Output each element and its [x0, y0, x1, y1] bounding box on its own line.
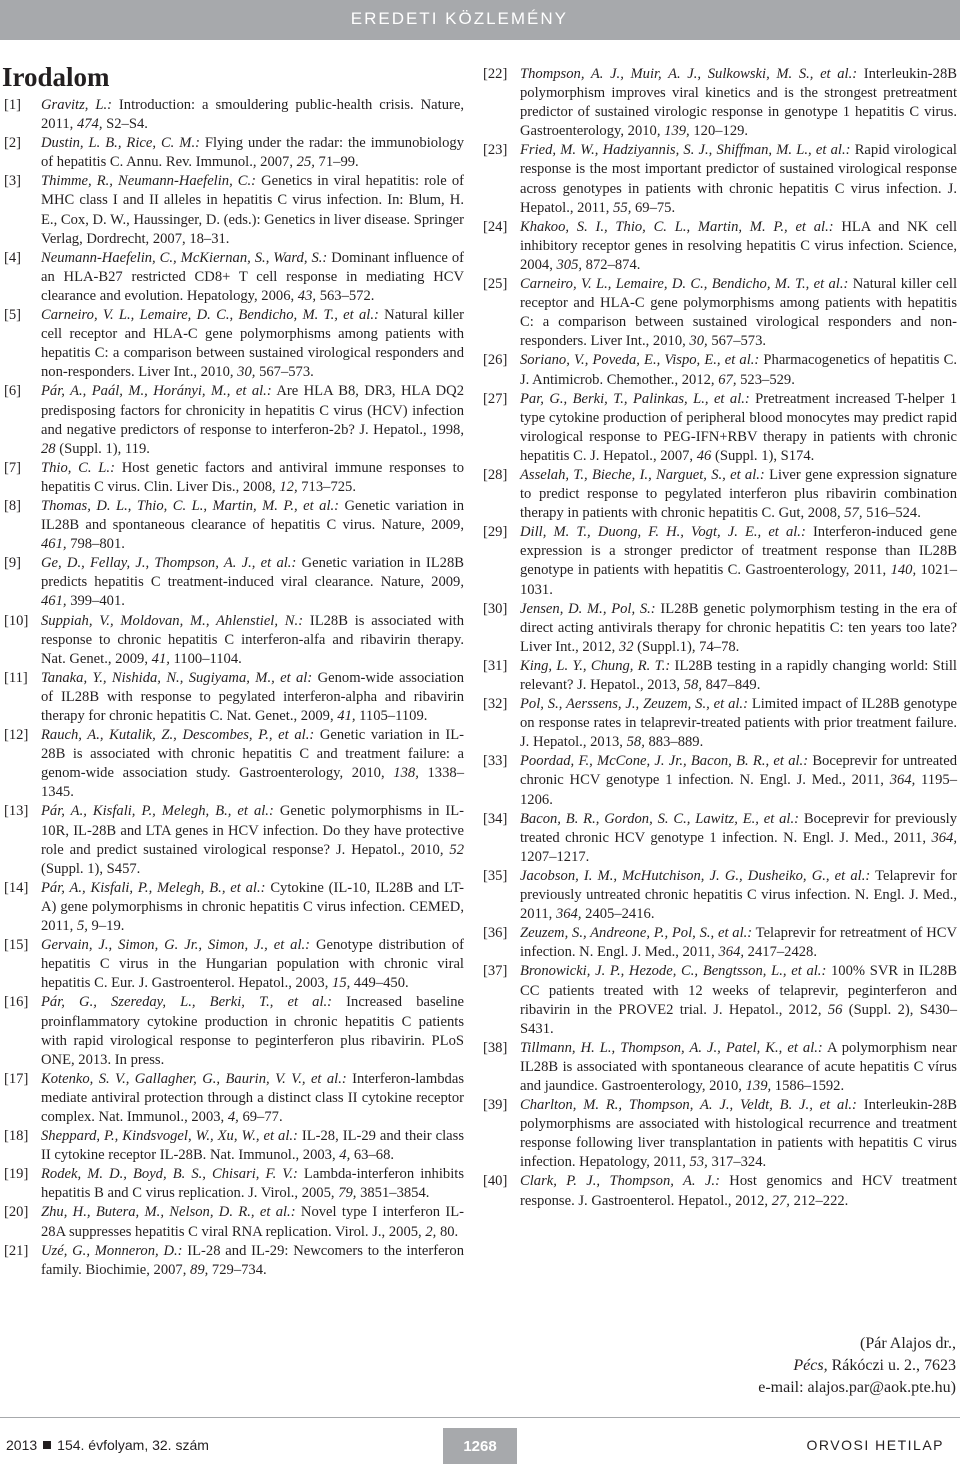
- references-right-column: [483, 65, 957, 1211]
- reference-number: [6]: [4, 383, 22, 400]
- reference-authors: Kotenko, S. V., Gallagher, G., Baurin, V. V., et al.:: [41, 1070, 347, 1087]
- reference-authors: Tanaka, Y., Nishida, N., Sugiyama, M., et al:: [41, 669, 313, 686]
- footer-volume: 154. évfolyam, 32. szám: [57, 1437, 209, 1453]
- reference-entry: [4, 669, 464, 726]
- reference-text: Limited impact of IL28B genotype on response rates in telaprevir-treated patients with prior treatment failure. J. Hepatol., 2013,: [520, 696, 958, 751]
- reference-entry: [483, 1172, 957, 1210]
- reference-authors: Sheppard, P., Kindsvogel, W., Xu, W., et al.:: [41, 1128, 298, 1145]
- reference-pages: 729–734.: [208, 1261, 267, 1278]
- reference-number: [33]: [483, 753, 508, 770]
- reference-number: [23]: [483, 142, 508, 159]
- reference-pages: 563–572.: [316, 287, 375, 304]
- reference-entry: [4, 1165, 464, 1203]
- reference-authors: Dustin, L. B., Rice, C. M.:: [41, 135, 200, 152]
- reference-number: [15]: [4, 937, 29, 954]
- reference-pages: 2405–2416.: [581, 906, 655, 923]
- reference-number: [26]: [483, 352, 508, 369]
- reference-authors: Suppiah, V., Moldovan, M., Ahlenstiel, N.:: [41, 612, 304, 629]
- reference-volume: 139,: [745, 1077, 772, 1094]
- reference-number: [12]: [4, 727, 29, 744]
- reference-volume: 46: [696, 447, 712, 464]
- reference-pages: (Suppl.1), 74–78.: [633, 638, 740, 655]
- reference-volume: 30,: [689, 333, 708, 350]
- reference-volume: 67,: [718, 371, 737, 388]
- reference-entry: [4, 382, 464, 458]
- reference-pages: 3851–3854.: [356, 1185, 430, 1202]
- reference-authors: Bronowicki, J. P., Hezode, C., Bengtsson, L., et al.:: [520, 963, 827, 980]
- reference-entry: [483, 752, 957, 809]
- reference-text: Boceprevir for previously treated chronic HCV genotype 1 infection. N. Engl. J. Med., 2011,: [520, 810, 957, 846]
- reference-volume: 15,: [332, 975, 351, 992]
- footer-year: 2013: [6, 1437, 38, 1453]
- reference-pages: 69–77.: [238, 1108, 283, 1125]
- reference-number: [19]: [4, 1166, 29, 1183]
- reference-number: [39]: [483, 1097, 508, 1114]
- reference-text: Boceprevir for untreated chronic HCV genotype 1 infection. N. Engl. J. Med., 2011,: [520, 753, 957, 789]
- journal-name: ORVOSI HETILAP: [806, 1437, 944, 1453]
- reference-number: [35]: [483, 867, 508, 884]
- reference-authors: Uzé, G., Monneron, D.:: [41, 1242, 183, 1259]
- reference-number: [27]: [483, 390, 508, 407]
- reference-number: [9]: [4, 555, 22, 572]
- reference-entry: [4, 554, 464, 611]
- reference-number: [34]: [483, 810, 508, 827]
- reference-pages: (Suppl. 1), S457.: [41, 860, 141, 877]
- reference-entry: [483, 523, 957, 599]
- section-label: EREDETI KÖZLEMÉNY: [350, 9, 568, 28]
- reference-volume: 138,: [393, 765, 419, 782]
- reference-number: [14]: [4, 879, 29, 896]
- reference-entry: [4, 1242, 464, 1280]
- reference-authors: Charlton, M. R., Thompson, A. J., Veldt, B. J., et al.:: [520, 1097, 857, 1114]
- reference-text: Interferon-induced gene expression is a stronger predictor of treatment response than IL28B genotype in patients with hepatitis C. Gastroenterology, 2011,: [520, 524, 957, 579]
- reference-authors: Gravitz, L.:: [41, 97, 112, 113]
- reference-number: [32]: [483, 696, 508, 713]
- reference-pages: 523–529.: [736, 371, 795, 388]
- reference-authors: Thompson, A. J., Muir, A. J., Sulkowski, M. S., et al.:: [520, 66, 858, 82]
- reference-number: [13]: [4, 803, 29, 820]
- reference-authors: Khakoo, S. I., Thio, C. L., Martin, M. P., et al.:: [520, 218, 834, 235]
- reference-authors: Pár, A., Kisfali, P., Melegh, B., et al.:: [41, 803, 274, 820]
- reference-entry: [483, 924, 957, 962]
- reference-authors: Carneiro, V. L., Lemaire, D. C., Bendicho, M. T., et al.:: [41, 307, 379, 324]
- address-name: (Pár Alajos dr.,: [860, 1335, 956, 1352]
- reference-entry: [483, 695, 957, 752]
- reference-text: IL28B testing in a rapidly changing world: Still relevant? J. Hepatol., 2013,: [520, 657, 957, 693]
- reference-entry: [483, 600, 957, 657]
- reference-text: Genetic polymorphisms in IL-10R, IL-28B and LTA genes in HCV infection. Do they have protective role and predict sustained virological response? J. Hepatol., 2010,: [41, 803, 464, 858]
- reference-text: IL-28, IL-29 and their class II cytokine receptor IL-28B. Nat. Immunol., 2003,: [41, 1128, 464, 1164]
- reference-entry: [4, 306, 464, 382]
- reference-volume: 364,: [931, 829, 957, 846]
- reference-volume: 4,: [339, 1147, 351, 1164]
- reference-text: Liver gene expression signature to predict response to pegylated interferon plus ribavirin combination therapy in patients with chronic hepatitis C. Gut, 2008,: [520, 466, 957, 522]
- reference-entry: [483, 657, 957, 695]
- reference-pages: 713–725.: [297, 478, 356, 495]
- reference-authors: Thimme, R., Neumann-Haefelin, C.:: [41, 173, 257, 190]
- reference-pages: 317–324.: [707, 1154, 767, 1171]
- reference-text: Genetic variation in IL-28B is associated with chronic hepatitis C and treatment failure: a genom-wide association study. Gastroenterology, 2010,: [41, 727, 465, 782]
- address-street: Rákóczi u. 2., 7623: [827, 1357, 956, 1374]
- reference-text: Pharmacogenetics of hepatitis C. J. Antimicrob. Chemother., 2012,: [520, 352, 958, 388]
- reference-text: Genetics in viral hepatitis: role of MHC class I and II alleles in hepatitis C virus infection. In: Blum, H. E., Cox, D. W., Haussinger, D. (eds.): Genetics in liver disease. Springer Verlag, Dordrecht, 2007, 18–31.: [41, 173, 464, 247]
- reference-volume: 461,: [41, 536, 67, 553]
- reference-number: [21]: [4, 1242, 29, 1259]
- reference-pages: 1105–1109.: [355, 708, 428, 724]
- reference-pages: 212–222.: [789, 1192, 849, 1209]
- reference-text: IL28B is associated with response to chronic hepatitis C interferon-alfa and ribavirin therapy. Nat. Genet., 2009,: [41, 612, 464, 667]
- reference-volume: 58,: [683, 677, 702, 693]
- reference-number: [30]: [483, 600, 508, 617]
- reference-volume: 43,: [297, 287, 317, 304]
- reference-text: Novel type I interferon IL-28A suppresses hepatitis C viral RNA replication. Virol. J., 2005,: [41, 1204, 465, 1240]
- reference-text: 100% SVR in IL28B CC patients treated with 12 weeks of telaprevir, peginterferon and ribavirin in the PROVE2 trial. J. Hepatol., 2012,: [520, 963, 957, 1018]
- reference-entry: [4, 936, 464, 993]
- reference-volume: 28: [41, 440, 56, 457]
- reference-text: Pretreatment increased T-helper 1 type cytokine production of peripheral blood monocytes may predict rapid virological response to PEG-IFN+RBV therapy in patients with chronic hepatitis C. J. Hepatol., 2007,: [520, 390, 958, 464]
- reference-text: IL-28 and IL-29: Newcomers to the interferon family. Biochimie, 2007,: [41, 1242, 464, 1278]
- reference-text: Interferon-lambdas mediate antiviral protection through a distinct class II cytokine receptor complex. Nat. Immunol., 2003,: [41, 1070, 464, 1125]
- reference-entry: [4, 612, 464, 669]
- reference-pages: 63–68.: [350, 1147, 395, 1164]
- reference-authors: Fried, M. W., Hadziyannis, S. J., Shiffman, M. L., et al.:: [520, 142, 851, 159]
- square-separator-icon: [43, 1441, 51, 1449]
- reference-entry: [483, 275, 957, 351]
- reference-volume: 32: [618, 638, 634, 655]
- reference-text: Are HLA B8, DR3, HLA DQ2 predisposing factors for chronicity in hepatitis C virus (HCV) infection and negative predictors of response to interferon-2b? J. Hepatol., 1998,: [41, 383, 464, 438]
- reference-text: Interleukin-28B polymorphism improves viral kinetics and is the strongest pretreatment predictor of sustained virologic response in genotype 1 hepatitis C virus. Gastroenterology, 2010,: [520, 66, 957, 140]
- reference-authors: Rodek, M. D., Boyd, B. S., Chisari, F. V.:: [41, 1166, 298, 1183]
- reference-authors: Jensen, D. M., Pol, S.:: [520, 600, 656, 617]
- reference-authors: King, L. Y., Chung, R. T.:: [520, 657, 671, 674]
- reference-authors: Clark, P. J., Thompson, A. J.:: [520, 1173, 720, 1190]
- reference-pages: (Suppl. 1), 119.: [55, 440, 150, 457]
- reference-authors: Zeuzem, S., Andreone, P., Pol, S., et al.:: [520, 925, 753, 942]
- reference-volume: 12,: [279, 478, 298, 495]
- reference-text: Genetic variation in IL28B predicts hepatitis C treatment-induced viral clearance. Nature, 2009,: [41, 555, 465, 591]
- reference-text: HLA and NK cell inhibitory receptor genes in resolving hepatitis C virus infection. Science, 2004,: [520, 218, 957, 273]
- reference-authors: Pár, G., Szereday, L., Berki, T., et al.:: [41, 994, 333, 1011]
- reference-text: Genetic variation in IL28B and spontaneous clearance of hepatitis C virus. Nature, 2009,: [41, 497, 464, 534]
- reference-volume: 58,: [626, 734, 645, 751]
- reference-pages: 71–99.: [314, 154, 359, 171]
- reference-number: [7]: [4, 459, 22, 476]
- reference-pages: 872–874.: [582, 256, 641, 273]
- reference-number: [3]: [4, 173, 22, 190]
- reference-authors: Pár, A., Paál, M., Horányi, M., et al.:: [41, 383, 272, 400]
- reference-pages: 120–129.: [689, 123, 749, 140]
- reference-volume: 27,: [771, 1192, 790, 1209]
- reference-text: Increased baseline proinflammatory cytokine production in chronic hepatitis C patients with rapid virological response to peginterferon plus ribavirin. PLoS ONE, 2013. In press.: [41, 994, 465, 1068]
- reference-number: [20]: [4, 1204, 29, 1221]
- reference-text: Host genetic factors and antiviral immune responses to hepatitis C virus. Clin. Liver Dis., 2008,: [41, 459, 464, 495]
- reference-volume: 2,: [425, 1223, 437, 1240]
- reference-pages: (Suppl. 1), S174.: [711, 447, 815, 464]
- reference-pages: 798–801.: [66, 536, 125, 553]
- reference-number: [10]: [4, 612, 29, 629]
- reference-volume: 53,: [689, 1154, 708, 1171]
- reference-entry: [4, 459, 464, 497]
- reference-authors: Dill, M. T., Duong, F. H., Vogt, J. E., et al.:: [520, 524, 806, 541]
- reference-text: IL28B genetic polymorphism testing in the era of direct acting antivirals therapy for chronic hepatitis C: ten years too late? Liver Int., 2012,: [520, 600, 958, 655]
- reference-entry: [483, 962, 957, 1038]
- reference-text: Natural killer cell receptor and HLA-C gene polymorphisms among patients with hepatitis C: a comparison between sustained virological responders and non-responders. Liver Int., 2010,: [41, 307, 464, 381]
- reference-number: [25]: [483, 276, 508, 293]
- reference-entry: [4, 497, 464, 554]
- reference-text: Genom-wide association of IL28B with response to pegylated interferon-alpha and ribavirin therapy for chronic hepatitis C. Nat. Genet., 2009,: [41, 669, 464, 724]
- reference-authors: Carneiro, V. L., Lemaire, D. C., Bendicho, M. T., et al.:: [520, 276, 849, 293]
- reference-volume: 57,: [844, 505, 863, 522]
- reference-text: Telaprevir for retreatment of HCV infection. N. Engl. J. Med., 2011,: [520, 925, 958, 961]
- reference-pages: 883–889.: [644, 734, 704, 751]
- reference-volume: 364,: [889, 772, 916, 789]
- reference-volume: 5,: [76, 918, 88, 935]
- reference-text: Introduction: a smouldering public-health crisis. Nature, 2011,: [41, 97, 464, 133]
- reference-volume: 305,: [556, 256, 583, 273]
- reference-volume: 55,: [613, 199, 632, 216]
- reference-pages: 1021–1031.: [520, 562, 957, 598]
- reference-entry: [4, 1127, 464, 1165]
- reference-number: [2]: [4, 135, 22, 152]
- reference-volume: 474,: [76, 116, 103, 133]
- reference-authors: Par, G., Berki, T., Palinkas, L., et al.:: [520, 390, 750, 407]
- reference-volume: 4,: [227, 1108, 239, 1125]
- reference-authors: Pol, S., Aerssens, J., Zeuzem, S., et al.:: [520, 696, 748, 713]
- reference-entry: [483, 218, 957, 275]
- reference-entry: [4, 726, 464, 802]
- reference-number: [16]: [4, 994, 29, 1011]
- reference-number: [31]: [483, 657, 508, 674]
- correspondence-address: [758, 1333, 956, 1399]
- reference-authors: Tillmann, H. L., Thompson, A. J., Patel, K., et al.:: [520, 1039, 823, 1056]
- reference-authors: Thomas, D. L., Thio, C. L., Martin, M. P., et al.:: [41, 497, 340, 514]
- footer-issue: [6, 1437, 209, 1453]
- reference-pages: S2–S4.: [102, 116, 148, 133]
- reference-text: Telaprevir for previously untreated chronic hepatitis C virus infection. N. Engl. J. Med., 2011,: [520, 867, 957, 923]
- reference-number: [38]: [483, 1039, 508, 1056]
- reference-number: [1]: [4, 97, 22, 113]
- reference-number: [5]: [4, 307, 22, 324]
- reference-number: [40]: [483, 1173, 508, 1190]
- reference-number: [29]: [483, 524, 508, 541]
- page-number: 1268: [443, 1428, 517, 1464]
- reference-volume: 41,: [151, 650, 170, 667]
- reference-text: A polymorphism near IL28B is associated with spontaneous clearance of acute hepatitis C vírus and jaundice. Gastroenterology, 2010,: [520, 1039, 958, 1094]
- reference-authors: Thio, C. L.:: [41, 459, 115, 476]
- reference-pages: 399–401.: [66, 593, 125, 610]
- reference-text: Flying under the radar: the immunobiology of hepatitis C. Annu. Rev. Immunol., 2007,: [41, 135, 464, 171]
- reference-text: Host genomics and HCV treatment response. J. Gastroenterol. Hepatol., 2012,: [520, 1173, 957, 1209]
- reference-volume: 364,: [718, 944, 745, 961]
- reference-pages: 1195–1206.: [520, 772, 957, 808]
- reference-pages: 80.: [436, 1223, 459, 1240]
- reference-authors: Rauch, A., Kutalik, Z., Descombes, P., et al.:: [41, 727, 315, 744]
- header-bar: [0, 0, 960, 40]
- reference-volume: 56: [827, 1001, 843, 1018]
- reference-entry: [4, 172, 464, 248]
- reference-pages: 449–450.: [350, 975, 409, 992]
- reference-pages: 847–849.: [701, 677, 761, 693]
- reference-text: Rapid virological response is the most important predictor of sustained virological response across genotypes in patients with chronic hepatitis C virus infection. J. Hepatol., 2011,: [520, 142, 957, 216]
- reference-number: [17]: [4, 1070, 29, 1087]
- reference-entry: [4, 134, 464, 172]
- reference-authors: Neumann-Haefelin, C., McKiernan, S., Ward, S.:: [41, 249, 328, 266]
- reference-number: [11]: [4, 669, 28, 686]
- reference-volume: 25,: [296, 154, 315, 171]
- reference-volume: 79,: [338, 1185, 357, 1202]
- reference-text: Natural killer cell receptor and HLA-C gene polymorphisms among patients with hepatitis C: a comparison between sustained virological responders and non-responders. Liver Int., 2010,: [520, 276, 957, 350]
- reference-pages: 69–75.: [631, 199, 676, 216]
- reference-volume: 52: [449, 841, 464, 858]
- reference-volume: 364,: [555, 906, 582, 923]
- reference-pages: 1207–1217.: [520, 848, 590, 865]
- reference-pages: 567–573.: [707, 333, 767, 350]
- reference-volume: 41,: [337, 708, 356, 724]
- reference-entry: [483, 390, 957, 466]
- reference-number: [4]: [4, 249, 22, 266]
- reference-authors: Bacon, B. R., Gordon, S. C., Lawitz, E., et al.:: [520, 810, 799, 827]
- reference-authors: Poordad, F., McCone, J. Jr., Bacon, B. R., et al.:: [520, 753, 809, 770]
- reference-pages: 516–524.: [862, 505, 921, 522]
- references-left-column: [4, 96, 464, 1280]
- reference-pages: (Suppl. 2), S430–S431.: [520, 1001, 957, 1037]
- reference-number: [36]: [483, 925, 508, 942]
- reference-entry: [483, 810, 957, 867]
- reference-entry: [4, 879, 464, 936]
- reference-authors: Zhu, H., Butera, M., Nelson, D. R., et al.:: [41, 1204, 296, 1221]
- reference-pages: 567–573.: [255, 364, 314, 381]
- reference-entry: [4, 249, 464, 306]
- reference-volume: 89,: [190, 1261, 209, 1278]
- reference-entry: [4, 1203, 464, 1241]
- reference-pages: 1586–1592.: [771, 1077, 845, 1094]
- reference-volume: 461,: [41, 593, 67, 610]
- reference-entry: [4, 993, 464, 1069]
- reference-entry: [483, 1039, 957, 1096]
- reference-entry: [4, 1070, 464, 1127]
- address-email: e-mail: alajos.par@aok.pte.hu): [758, 1379, 956, 1396]
- reference-authors: Ge, D., Fellay, J., Thompson, A. J., et al.:: [41, 555, 297, 572]
- reference-text: Cytokine (IL-10, IL28B and LT-A) gene polymorphisms in chronic hepatitis C virus infection. CEMED, 2011,: [41, 879, 465, 935]
- reference-volume: 140,: [890, 562, 917, 579]
- address-city: Pécs,: [793, 1357, 828, 1374]
- reference-entry: [4, 802, 464, 878]
- reference-entry: [483, 466, 957, 523]
- reference-text: Interleukin-28B polymorphisms are associated with histological recurrence and treatment response following liver transplantation in patients with hepatitis C virus infection. Hepatology, 2011,: [520, 1097, 957, 1171]
- reference-number: [8]: [4, 497, 22, 514]
- reference-authors: Pár, A., Kisfali, P., Melegh, B., et al.:: [41, 879, 266, 896]
- reference-authors: Soriano, V., Poveda, E., Vispo, E., et al.:: [520, 352, 760, 369]
- reference-text: Dominant influence of an HLA-B27 restricted CD8+ T cell response in mediating HCV clearance and evolution. Hepatology, 2006,: [41, 249, 464, 304]
- section-title: Irodalom: [2, 62, 110, 92]
- reference-entry: [4, 96, 464, 134]
- reference-entry: [483, 65, 957, 141]
- reference-number: [18]: [4, 1128, 29, 1145]
- reference-entry: [483, 351, 957, 389]
- reference-pages: 2417–2428.: [744, 944, 817, 961]
- reference-authors: Jacobson, I. M., McHutchison, J. G., Dusheiko, G., et al.:: [520, 867, 871, 884]
- reference-number: [22]: [483, 66, 508, 82]
- reference-volume: 139,: [664, 123, 690, 140]
- reference-entry: [483, 141, 957, 217]
- reference-entry: [483, 1096, 957, 1172]
- footer-divider: [0, 1417, 960, 1418]
- reference-authors: Asselah, T., Bieche, I., Narguet, S., et al.:: [520, 466, 765, 483]
- reference-pages: 1338–1345.: [41, 765, 464, 801]
- reference-text: Lambda-interferon inhibits hepatitis B and C virus replication. J. Virol., 2005,: [41, 1166, 464, 1202]
- reference-volume: 30,: [237, 364, 256, 381]
- reference-pages: 9–19.: [87, 918, 125, 935]
- reference-pages: 1100–1104.: [169, 650, 242, 667]
- reference-authors: Gervain, J., Simon, G. Jr., Simon, J., et al.:: [41, 937, 311, 954]
- reference-entry: [483, 867, 957, 924]
- reference-text: Genotype distribution of hepatitis C virus in the Hungarian population with chronic viral hepatitis C. Eur. J. Gastroenterol. Hepatol., 2003,: [41, 937, 464, 992]
- reference-number: [37]: [483, 963, 508, 980]
- reference-number: [24]: [483, 218, 508, 235]
- reference-number: [28]: [483, 466, 508, 483]
